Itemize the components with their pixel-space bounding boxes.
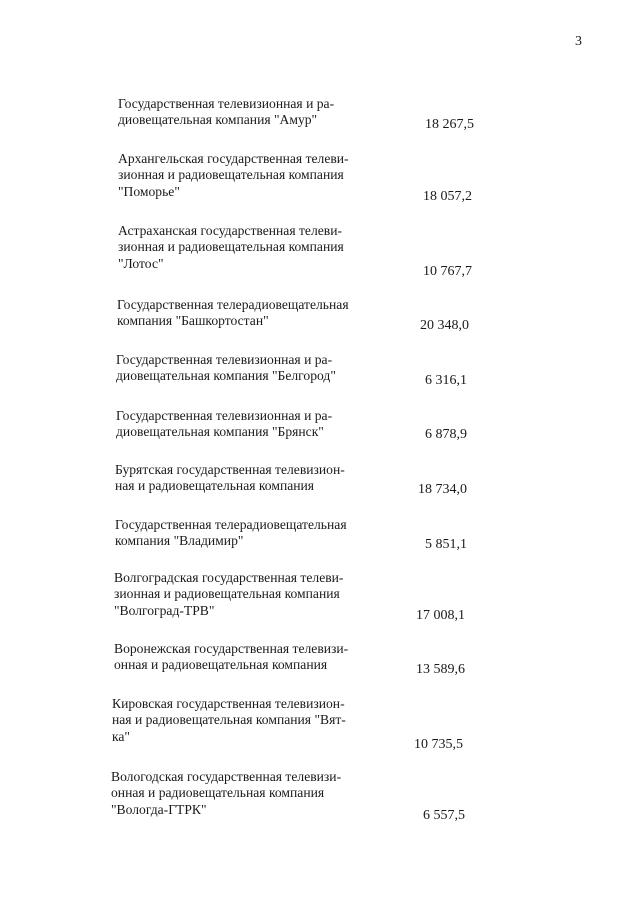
- company-name: [118, 151, 393, 200]
- company-name-line: "Поморье": [118, 183, 180, 199]
- company-name-line: Бурятская государственная телевизион-: [115, 462, 345, 477]
- company-name-line: Воронежская государственная телевизи-: [114, 641, 349, 656]
- company-name-line: Вологодская государственная телевизи-: [111, 769, 342, 784]
- company-name-line: ная и радиовещательная компания: [115, 478, 315, 494]
- company-name: [118, 96, 393, 129]
- company-name: [116, 408, 391, 441]
- amount: 13 589,6: [416, 662, 465, 677]
- company-name-line: зионная и радиовещательная компания: [118, 167, 344, 183]
- company-name: [114, 641, 389, 674]
- company-name-line: онная и радиовещательная компания: [111, 785, 325, 801]
- company-name-line: Государственная телерадиовещательная: [117, 297, 349, 312]
- company-name-line: Государственная телевизионная и ра-: [116, 408, 333, 423]
- company-name-line: Архангельская государственная телеви-: [118, 151, 349, 166]
- company-name: [116, 352, 391, 385]
- company-name-line: компания "Башкортостан": [117, 313, 269, 329]
- company-name: [115, 517, 390, 550]
- company-name-line: Государственная телерадиовещательная: [115, 517, 347, 532]
- page-number: 3: [575, 34, 582, 49]
- amount: 17 008,1: [416, 608, 465, 623]
- amount: 10 767,7: [423, 264, 472, 279]
- amount: 18 057,2: [423, 189, 472, 204]
- company-name-line: Государственная телевизионная и ра-: [118, 96, 335, 111]
- company-name: [117, 297, 392, 330]
- company-name-line: "Лотос": [118, 255, 164, 271]
- amount: 10 735,5: [414, 737, 463, 752]
- amount: 20 348,0: [420, 318, 469, 333]
- company-name: [115, 462, 390, 495]
- amount: 18 267,5: [425, 117, 474, 132]
- amount: 6 316,1: [425, 373, 467, 388]
- company-name-line: Волгоградская государственная телеви-: [114, 570, 344, 585]
- company-name-line: зионная и радиовещательная компания: [114, 586, 340, 602]
- amount: 18 734,0: [418, 482, 467, 497]
- company-name-line: диовещательная компания "Белгород": [116, 368, 336, 384]
- company-name-line: "Вологда-ГТРК": [111, 801, 207, 817]
- company-name: [111, 769, 386, 818]
- company-name-line: ка": [112, 728, 130, 744]
- company-name-line: онная и радиовещательная компания: [114, 657, 328, 673]
- company-name-line: зионная и радиовещательная компания: [118, 239, 344, 255]
- company-name-line: Кировская государственная телевизион-: [112, 696, 345, 711]
- amount: 6 878,9: [425, 427, 467, 442]
- company-name-line: диовещательная компания "Амур": [118, 112, 318, 128]
- company-name: [112, 696, 387, 745]
- company-name-line: Государственная телевизионная и ра-: [116, 352, 333, 367]
- amount: 5 851,1: [425, 537, 467, 552]
- company-name-line: "Волгоград-ТРВ": [114, 602, 215, 618]
- company-name: [114, 570, 389, 619]
- company-name: [118, 223, 393, 272]
- amount: 6 557,5: [423, 808, 465, 823]
- company-name-line: диовещательная компания "Брянск": [116, 424, 324, 440]
- company-name-line: ная и радиовещательная компания "Вят-: [112, 712, 346, 728]
- company-name-line: компания "Владимир": [115, 533, 244, 549]
- company-name-line: Астраханская государственная телеви-: [118, 223, 342, 238]
